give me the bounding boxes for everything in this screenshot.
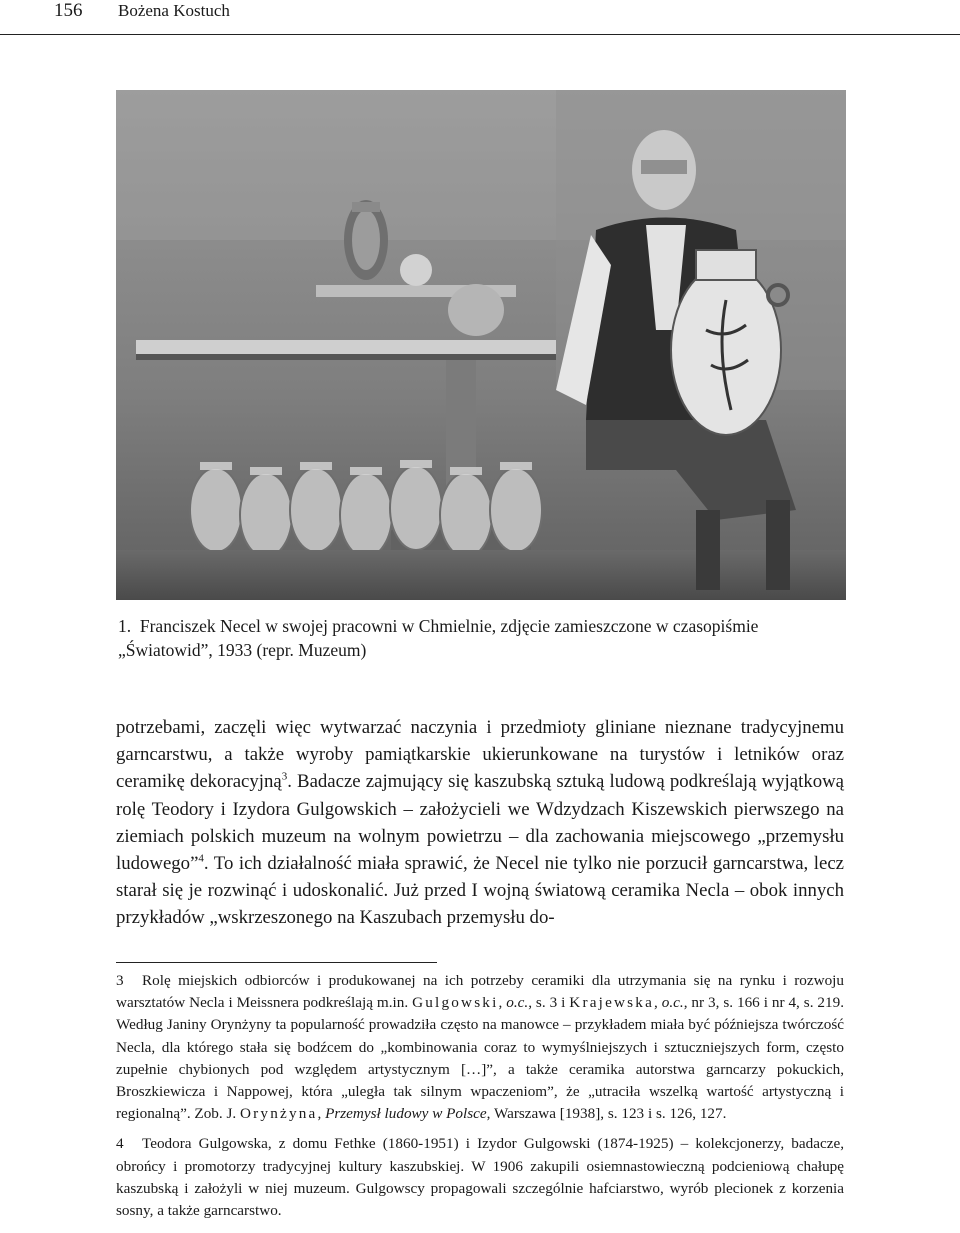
author-name: Orynżyna <box>240 1105 318 1123</box>
caption-number: 1. <box>118 616 132 636</box>
photo-potter-workshop <box>116 90 846 600</box>
running-head: Bożena Kostuch <box>118 1 230 20</box>
footnote-text: , <box>498 994 507 1012</box>
book-title: Przemysł ludowy w Polsce <box>325 1105 487 1123</box>
footnote-ref-3[interactable]: 3 <box>281 771 288 784</box>
footnote-number: 3 <box>116 972 124 989</box>
body-text-part3: . To ich działalność miała sprawić, że Necel nie tylko nie porzucił garncarstwa, lecz starał się je rozwinąć i udoskonalić. Już przed I wojną światową ceramika Necla – obok innych przykładów „wskrzeszonego na Kaszubach przemysłu do- <box>116 853 844 929</box>
citation-abbrev: o.c. <box>661 994 684 1012</box>
footnote-divider <box>116 962 437 963</box>
footnote-ref-4[interactable]: 4 <box>198 852 204 865</box>
footnote-number: 4 <box>116 1135 124 1153</box>
footnote-text: , <box>317 1105 326 1123</box>
body-text-part2: . Badacze zajmujący się kaszubską sztuką ludową podkreślają wyjątkową rolę Teodory i Izydora Gulgowskich – założycieli we Wdzydzach Kiszewskich pierwszego na ziemiach polskich muzeum na wolnym powietrzu – dla zachowania miejscowego „przemysłu ludowego” <box>116 771 844 875</box>
author-name: Gulgowski <box>412 994 499 1012</box>
footnote-4 <box>116 1133 844 1222</box>
footnote-text: , Warszawa [1938], s. 123 i s. 126, 127. <box>486 1105 727 1123</box>
footnote-text: Rolę miejskich odbiorców i produkowanej na ich potrzeby ceramiki dla utrzymania się na rynku i rozwoju warsztatów Necla i Meissnera podkreślają m.in. <box>116 972 844 1012</box>
footnotes <box>116 970 844 1230</box>
page-number: 156 <box>54 0 83 21</box>
footnote-text: , <box>654 994 662 1012</box>
figure-caption <box>118 614 848 662</box>
footnote-text: , s. 3 i <box>528 994 570 1012</box>
body-paragraph <box>116 714 844 932</box>
caption-text: Franciszek Necel w swojej pracowni w Chmielnie, zdjęcie zamieszczone w czasopiśmie „Światowid”, 1933 (repr. Muzeum) <box>118 616 759 660</box>
page-header <box>0 0 960 35</box>
footnote-text: , nr 3, s. 166 i nr 4, s. 219. Według Janiny Orynżyny ta popularność prowadziła często na manowce – przykładem miała być późniejsza twórczość Necla, dla którego stała się bodźcem do „kombinowania coraz to wymyślniejszych i sztuczniejszych form, często zupełnie chybionych pod względem artystycznym […]”, a także ceramika autorstwa garncarzy pokuckich, Broszkiewicza i Nappowej, która „uległa tak silnym wpaczeniom”, że „utraciła wszelką wartość artystyczną i regionalną”. Zob. J. <box>116 994 845 1123</box>
photo-illustration <box>116 90 846 600</box>
footnote-text: Teodora Gulgowska, z domu Fethke (1860-1951) i Izydor Gulgowski (1874-1925) – kolekcjonerzy, badacze, obrońcy i promotorzy tradycyjnej kultury kaszubskiej. W 1906 zakupili osiemnastowieczną podcieniową chałupę kaszubską i założyli w niej muzeum. Gulgowscy propagowali szczególnie hafciarstwo, wyrób plecionek z korzenia sosny, a także garncarstwo. <box>116 1135 844 1220</box>
footnote-3 <box>116 970 844 1125</box>
citation-abbrev: o.c. <box>506 994 529 1012</box>
author-name: Krajewska <box>569 994 655 1012</box>
body-text-part1: potrzebami, zaczęli więc wytwarzać naczynia i przedmioty gliniane nieznane tradycyjnemu garncarstwu, a także wyroby pamiątkarskie ukierunkowane na turystów i letników oraz ceramikę dekoracyjną <box>116 717 844 793</box>
